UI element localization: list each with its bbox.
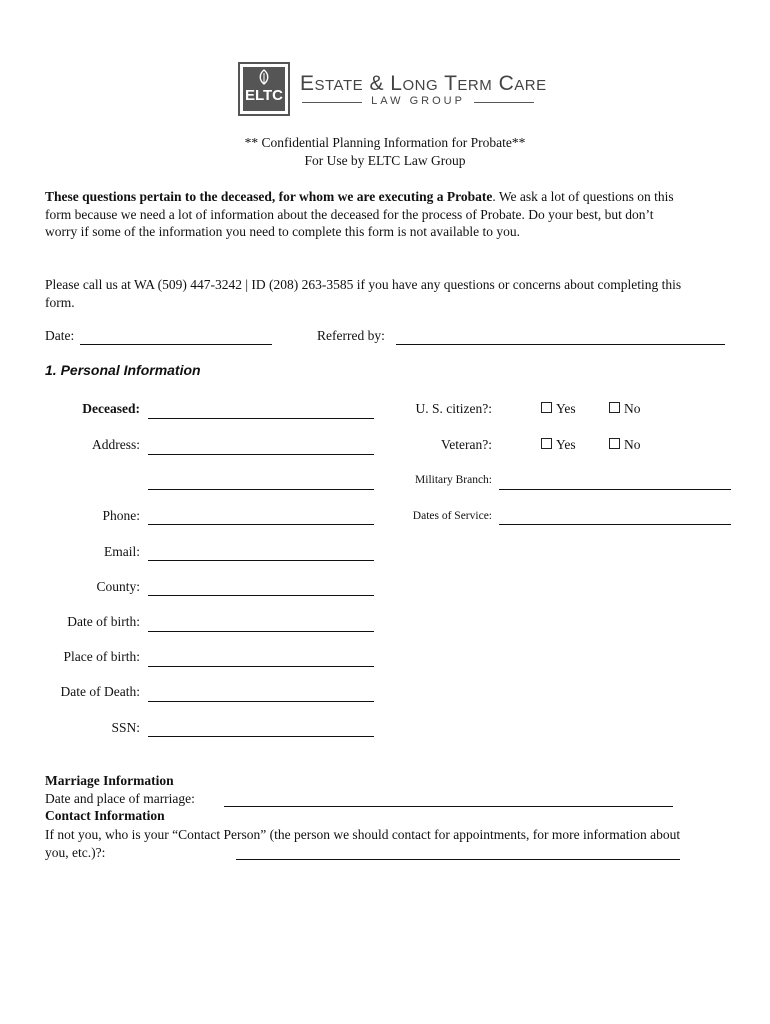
veteran-yes-checkbox[interactable] (541, 438, 552, 449)
deceased-field[interactable] (148, 418, 374, 419)
dates-of-service-label: Dates of Service: (412, 510, 492, 522)
veteran-yes-option[interactable] (541, 437, 576, 453)
phone-field[interactable] (148, 524, 374, 525)
header-line-1: ** Confidential Planning Information for Probate** (244, 135, 526, 150)
logo-mark-text: ELTC (244, 87, 284, 104)
dates-of-service-field[interactable] (499, 524, 731, 525)
citizen-no-label: No (624, 401, 641, 416)
referred-by-label: Referred by: (317, 328, 385, 343)
citizen-no-checkbox[interactable] (609, 402, 620, 413)
marriage-date-place-field[interactable] (224, 806, 673, 807)
logo-mark (238, 62, 290, 116)
marriage-section-title: Marriage Information (45, 773, 174, 788)
pob-field[interactable] (148, 666, 374, 667)
military-branch-label: Military Branch: (415, 474, 492, 486)
email-label: Email: (104, 544, 140, 559)
header-line-2: For Use by ELTC Law Group (304, 153, 466, 168)
dob-field[interactable] (148, 631, 374, 632)
ssn-label: SSN: (111, 720, 140, 735)
contact-paragraph: Please call us at WA (509) 447-3242 | ID (208) 263-3585 if you have any questions or concerns about completing this form. (45, 277, 682, 310)
brand-sub-text: LAW GROUP (371, 95, 465, 107)
section-title-personal-info: 1. Personal Information (45, 362, 201, 378)
pob-label: Place of birth: (63, 649, 140, 664)
veteran-no-label: No (624, 437, 641, 452)
citizen-yes-label: Yes (556, 401, 576, 416)
dod-label: Date of Death: (60, 684, 140, 699)
dod-field[interactable] (148, 701, 374, 702)
address-field-2[interactable] (148, 489, 374, 490)
county-label: County: (96, 579, 140, 594)
email-field[interactable] (148, 560, 374, 561)
intro-paragraph (45, 188, 685, 241)
military-branch-field[interactable] (499, 489, 731, 490)
citizen-yes-option[interactable] (541, 401, 576, 417)
contact-section-title: Contact Information (45, 808, 165, 823)
leaf-icon (255, 69, 273, 87)
date-label: Date: (45, 328, 75, 343)
date-field[interactable] (80, 344, 272, 345)
veteran-no-checkbox[interactable] (609, 438, 620, 449)
contact-person-field[interactable] (236, 859, 680, 860)
veteran-no-option[interactable] (609, 437, 641, 453)
marriage-date-place-label: Date and place of marriage: (45, 791, 195, 806)
contact-person-question: If not you, who is your “Contact Person” (the person we should contact for appointments, for more information about you, etc.)?: (45, 827, 681, 860)
veteran-label: Veteran?: (441, 437, 492, 452)
us-citizen-label: U. S. citizen?: (415, 401, 492, 416)
citizen-yes-checkbox[interactable] (541, 402, 552, 413)
citizen-no-option[interactable] (609, 401, 641, 417)
intro-bold-text: These questions pertain to the deceased, for whom we are executing a Probate (45, 189, 493, 204)
address-label: Address: (92, 437, 140, 452)
ssn-field[interactable] (148, 736, 374, 737)
phone-label: Phone: (102, 508, 140, 523)
dob-label: Date of birth: (67, 614, 140, 629)
intro-rest-text: . We ask a lot of questions on this form because we need a lot of information about the deceased for the process of Probate. Do your best, but don’t worry if some of the information you need to complete this form is not available to you. (45, 189, 674, 239)
deceased-label: Deceased: (82, 401, 140, 416)
referred-by-field[interactable] (396, 344, 725, 345)
address-field-1[interactable] (148, 454, 374, 455)
county-field[interactable] (148, 595, 374, 596)
brand-name: Estate & Long Term Care (300, 72, 547, 95)
brand-subtitle (302, 95, 534, 109)
veteran-yes-label: Yes (556, 437, 576, 452)
